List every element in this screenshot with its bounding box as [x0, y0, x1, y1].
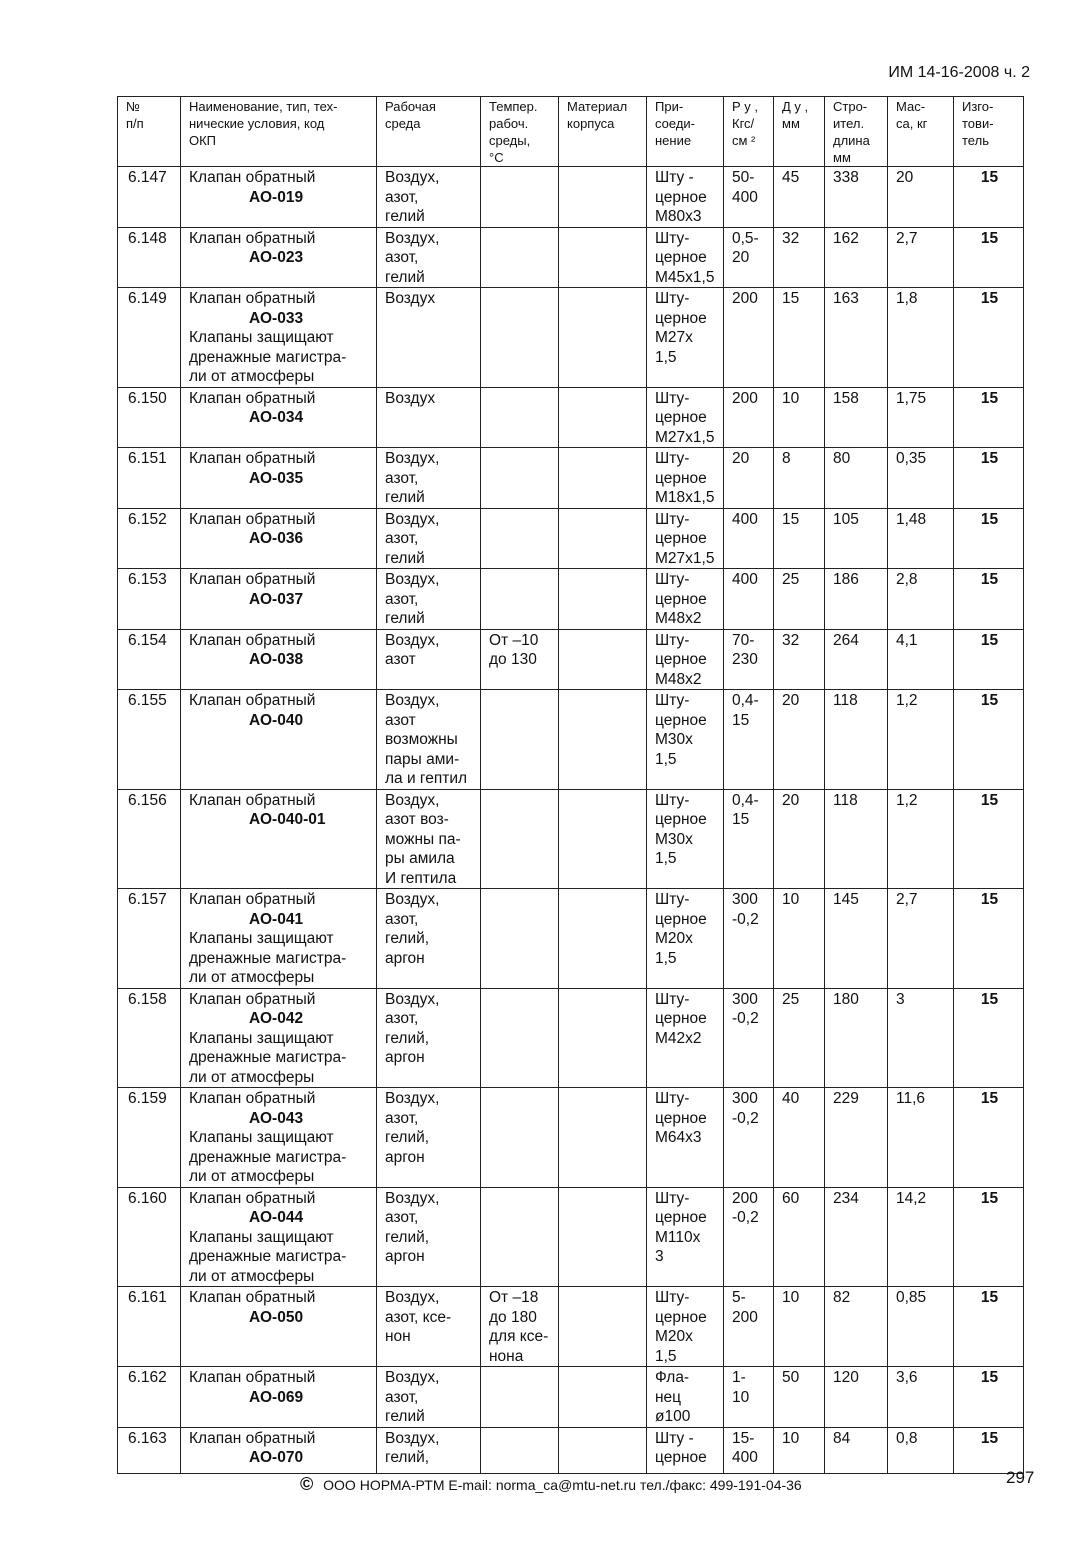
valve-type: АО-040 [249, 711, 304, 729]
mass: 3 [888, 988, 954, 1088]
row-number: 6.151 [118, 448, 181, 509]
construction-length: 264 [825, 629, 888, 690]
body-material [559, 227, 647, 288]
nominal-pressure: 50- 400 [724, 167, 774, 228]
connection-type: Шту- церное М45х1,5 [647, 227, 724, 288]
document-reference: ИМ 14-16-2008 ч. 2 [888, 64, 1030, 81]
valve-name: Клапан обратный [189, 389, 316, 407]
nominal-diameter: 32 [774, 629, 825, 690]
valve-type: АО-037 [249, 590, 304, 608]
manufacturer: 15 [954, 167, 1024, 228]
nominal-diameter: 15 [774, 508, 825, 569]
table-row [118, 789, 1024, 889]
valve-name: Клапан обратный [189, 169, 316, 186]
nominal-diameter: 10 [774, 889, 825, 989]
body-material [559, 1367, 647, 1428]
row-number: 6.154 [118, 629, 181, 690]
row-number: 6.161 [118, 1287, 181, 1367]
working-medium: Воздух, азот, ксе- нон [377, 1287, 481, 1367]
medium-temperature [481, 1427, 559, 1473]
row-number: 6.156 [118, 789, 181, 889]
connection-type: Шту- церное М18х1,5 [647, 448, 724, 509]
body-material [559, 387, 647, 448]
construction-length: 120 [825, 1367, 888, 1428]
medium-temperature: От –18 до 180 для ксе- нона [481, 1287, 559, 1367]
nominal-pressure: 400 [724, 508, 774, 569]
body-material [559, 690, 647, 790]
valve-name-cell [181, 1088, 377, 1188]
row-number: 6.160 [118, 1187, 181, 1287]
mass: 14,2 [888, 1187, 954, 1287]
mass: 3,6 [888, 1367, 954, 1428]
nominal-pressure: 200 [724, 387, 774, 448]
medium-temperature [481, 1088, 559, 1188]
column-header: Д у , мм [774, 97, 825, 167]
valve-name: Клапан обратный [189, 692, 316, 709]
mass: 0,8 [888, 1427, 954, 1473]
manufacturer: 15 [954, 227, 1024, 288]
valve-type: АО-040-01 [249, 811, 326, 828]
mass: 1,48 [888, 508, 954, 569]
manufacturer: 15 [954, 1287, 1024, 1367]
valve-type: АО-070 [249, 1449, 304, 1466]
construction-length: 118 [825, 789, 888, 889]
nominal-pressure: 300 -0,2 [724, 988, 774, 1088]
working-medium: Воздух, азот возможны пары ами- ла и гептил [377, 690, 481, 790]
body-material [559, 508, 647, 569]
row-number: 6.153 [118, 569, 181, 630]
body-material [559, 448, 647, 509]
connection-type: Шту- церное М27х 1,5 [647, 288, 724, 388]
valve-name-cell [181, 508, 377, 569]
mass: 11,6 [888, 1088, 954, 1188]
construction-length: 118 [825, 690, 888, 790]
manufacturer: 15 [954, 789, 1024, 889]
table-row [118, 629, 1024, 690]
nominal-pressure: 400 [724, 569, 774, 630]
working-medium: Воздух, азот, гелий [377, 227, 481, 288]
row-number: 6.162 [118, 1367, 181, 1428]
nominal-pressure: 20 [724, 448, 774, 509]
table-row [118, 1088, 1024, 1188]
row-number: 6.158 [118, 988, 181, 1088]
connection-type: Шту- церное М64х3 [647, 1088, 724, 1188]
nominal-diameter: 10 [774, 1287, 825, 1367]
body-material [559, 1287, 647, 1367]
nominal-diameter: 40 [774, 1088, 825, 1188]
valve-note: Клапаны защищают дренажные магистра- ли от атмосферы [189, 329, 347, 385]
valve-type: АО-069 [249, 1388, 304, 1406]
nominal-pressure: 0,4- 15 [724, 690, 774, 790]
manufacturer: 15 [954, 448, 1024, 509]
valve-type: АО-043 [249, 1109, 304, 1127]
table-row [118, 508, 1024, 569]
medium-temperature [481, 227, 559, 288]
nominal-diameter: 60 [774, 1187, 825, 1287]
manufacturer: 15 [954, 629, 1024, 690]
table-row [118, 1287, 1024, 1367]
mass: 4,1 [888, 629, 954, 690]
medium-temperature [481, 1187, 559, 1287]
connection-type: Шту- церное М48х2 [647, 569, 724, 630]
footer-text: ООО НОРМА-РТМ E-mail: norma_ca@mtu-net.ru тел./факс: 499-191-04-36 [323, 1477, 802, 1493]
valve-name: Клапан обратный [189, 510, 316, 528]
nominal-diameter: 25 [774, 569, 825, 630]
copyright-symbol: © [300, 1474, 314, 1494]
column-header: При- соеди- нение [647, 97, 724, 167]
valve-type: АО-034 [249, 409, 304, 426]
construction-length: 338 [825, 167, 888, 228]
nominal-diameter: 20 [774, 789, 825, 889]
body-material [559, 1427, 647, 1473]
valve-type: АО-033 [249, 309, 304, 327]
mass: 0,85 [888, 1287, 954, 1367]
mass: 20 [888, 167, 954, 228]
column-header: № п/п [118, 97, 181, 167]
mass: 1,75 [888, 387, 954, 448]
row-number: 6.163 [118, 1427, 181, 1473]
footer-contacts [300, 1474, 802, 1495]
valve-name-cell [181, 227, 377, 288]
table-row [118, 690, 1024, 790]
table-row [118, 569, 1024, 630]
construction-length: 84 [825, 1427, 888, 1473]
valve-name-cell [181, 789, 377, 889]
valve-note: Клапаны защищают дренажные магистра- ли от атмосферы [189, 1029, 347, 1086]
valve-name: Клапан обратный [189, 791, 316, 809]
nominal-diameter: 10 [774, 387, 825, 448]
valve-type: АО-042 [249, 1010, 304, 1027]
nominal-diameter: 8 [774, 448, 825, 509]
valve-name: Клапан обратный [189, 891, 316, 908]
connection-type: Шту- церное М110х 3 [647, 1187, 724, 1287]
connection-type: Шту- церное М20х 1,5 [647, 889, 724, 989]
valve-name: Клапан обратный [189, 1189, 316, 1207]
working-medium: Воздух, азот воз- можны па- ры амила И гептила [377, 789, 481, 889]
nominal-pressure: 70- 230 [724, 629, 774, 690]
page-number: 297 [1006, 1468, 1035, 1487]
valve-name: Клапан обратный [189, 1429, 316, 1447]
valve-name: Клапан обратный [189, 1289, 316, 1306]
working-medium: Воздух, азот [377, 629, 481, 690]
construction-length: 234 [825, 1187, 888, 1287]
construction-length: 180 [825, 988, 888, 1088]
construction-length: 82 [825, 1287, 888, 1367]
construction-length: 145 [825, 889, 888, 989]
connection-type: Шту- церное М42х2 [647, 988, 724, 1088]
valve-note: Клапаны защищают дренажные магистра- ли от атмосферы [189, 1129, 347, 1185]
table-row [118, 448, 1024, 509]
manufacturer: 15 [954, 889, 1024, 989]
column-header: Изго- тови- тель [954, 97, 1024, 167]
valve-note: Клапаны защищают дренажные магистра- ли от атмосферы [189, 1228, 347, 1285]
connection-type: Шту- церное М48х2 [647, 629, 724, 690]
valve-type: АО-019 [249, 188, 304, 206]
nominal-pressure: 1- 10 [724, 1367, 774, 1428]
nominal-pressure: 0,5- 20 [724, 227, 774, 288]
row-number: 6.150 [118, 387, 181, 448]
mass: 2,7 [888, 889, 954, 989]
medium-temperature [481, 288, 559, 388]
valve-name: Клапан обратный [189, 571, 316, 588]
body-material [559, 789, 647, 889]
nominal-diameter: 45 [774, 167, 825, 228]
nominal-diameter: 50 [774, 1367, 825, 1428]
medium-temperature [481, 569, 559, 630]
construction-length: 229 [825, 1088, 888, 1188]
medium-temperature [481, 789, 559, 889]
construction-length: 105 [825, 508, 888, 569]
mass: 1,2 [888, 789, 954, 889]
nominal-pressure: 300 -0,2 [724, 889, 774, 989]
working-medium: Воздух, азот, гелий, аргон [377, 1088, 481, 1188]
valve-name: Клапан обратный [189, 1090, 316, 1107]
valve-name: Клапан обратный [189, 450, 316, 467]
row-number: 6.149 [118, 288, 181, 388]
working-medium: Воздух, азот, гелий [377, 508, 481, 569]
column-header: Рабочая среда [377, 97, 481, 167]
medium-temperature [481, 167, 559, 228]
working-medium: Воздух, азот, гелий [377, 569, 481, 630]
construction-length: 158 [825, 387, 888, 448]
valve-name-cell [181, 167, 377, 228]
valve-name-cell [181, 690, 377, 790]
medium-temperature [481, 988, 559, 1088]
manufacturer: 15 [954, 508, 1024, 569]
column-header: Материал корпуса [559, 97, 647, 167]
valve-type: АО-050 [249, 1308, 304, 1326]
valve-name-cell [181, 569, 377, 630]
table-row [118, 889, 1024, 989]
column-header: Наименование, тип, тех- нические условия, код ОКП [181, 97, 377, 167]
table-row [118, 167, 1024, 228]
working-medium: Воздух, азот, гелий [377, 1367, 481, 1428]
nominal-pressure: 5- 200 [724, 1287, 774, 1367]
manufacturer: 15 [954, 387, 1024, 448]
connection-type: Шту- церное М30х 1,5 [647, 789, 724, 889]
nominal-diameter: 20 [774, 690, 825, 790]
working-medium: Воздух, азот, гелий [377, 167, 481, 228]
manufacturer: 15 [954, 690, 1024, 790]
manufacturer: 15 [954, 988, 1024, 1088]
mass: 1,2 [888, 690, 954, 790]
valve-name: Клапан обратный [189, 631, 316, 649]
valve-name-cell [181, 1367, 377, 1428]
valve-type: АО-035 [249, 469, 304, 487]
nominal-diameter: 15 [774, 288, 825, 388]
body-material [559, 889, 647, 989]
mass: 1,8 [888, 288, 954, 388]
body-material [559, 167, 647, 228]
connection-type: Шту- церное М27х1,5 [647, 387, 724, 448]
connection-type: Шту- церное М30х 1,5 [647, 690, 724, 790]
valve-name: Клапан обратный [189, 229, 316, 247]
manufacturer: 15 [954, 1088, 1024, 1188]
valve-name-cell [181, 1427, 377, 1473]
table-row [118, 288, 1024, 388]
table-row [118, 988, 1024, 1088]
medium-temperature [481, 889, 559, 989]
working-medium: Воздух, азот, гелий, аргон [377, 1187, 481, 1287]
body-material [559, 569, 647, 630]
nominal-pressure: 0,4- 15 [724, 789, 774, 889]
connection-type: Шту- церное М20х 1,5 [647, 1287, 724, 1367]
nominal-pressure: 200 [724, 288, 774, 388]
row-number: 6.157 [118, 889, 181, 989]
body-material [559, 629, 647, 690]
valve-type: АО-023 [249, 249, 304, 266]
construction-length: 162 [825, 227, 888, 288]
column-header: Р у , Кгс/ см ² [724, 97, 774, 167]
column-header: Стро- ител. длина мм [825, 97, 888, 167]
medium-temperature [481, 448, 559, 509]
nominal-diameter: 32 [774, 227, 825, 288]
body-material [559, 988, 647, 1088]
construction-length: 186 [825, 569, 888, 630]
working-medium: Воздух [377, 387, 481, 448]
table-row [118, 387, 1024, 448]
valve-type: АО-038 [249, 651, 304, 668]
body-material [559, 1088, 647, 1188]
valve-name-cell [181, 889, 377, 989]
valve-name-cell [181, 629, 377, 690]
valve-type: АО-044 [249, 1209, 304, 1226]
medium-temperature [481, 508, 559, 569]
valve-spec-table [117, 96, 1024, 1474]
manufacturer: 15 [954, 288, 1024, 388]
column-header: Мас- са, кг [888, 97, 954, 167]
connection-type: Фла- нец ø100 [647, 1367, 724, 1428]
connection-type: Шту - церное [647, 1427, 724, 1473]
row-number: 6.152 [118, 508, 181, 569]
working-medium: Воздух [377, 288, 481, 388]
row-number: 6.148 [118, 227, 181, 288]
mass: 2,8 [888, 569, 954, 630]
row-number: 6.159 [118, 1088, 181, 1188]
valve-name-cell [181, 1187, 377, 1287]
valve-name-cell [181, 448, 377, 509]
column-header: Темпер. рабоч. среды, °С [481, 97, 559, 167]
nominal-pressure: 15- 400 [724, 1427, 774, 1473]
nominal-pressure: 200 -0,2 [724, 1187, 774, 1287]
connection-type: Шту - церное М80х3 [647, 167, 724, 228]
valve-type: АО-036 [249, 530, 304, 547]
connection-type: Шту- церное М27х1,5 [647, 508, 724, 569]
valve-name-cell [181, 988, 377, 1088]
construction-length: 80 [825, 448, 888, 509]
working-medium: Воздух, азот, гелий, аргон [377, 988, 481, 1088]
table-row [118, 227, 1024, 288]
valve-type: АО-041 [249, 910, 304, 928]
medium-temperature [481, 387, 559, 448]
valve-name: Клапан обратный [189, 1369, 316, 1386]
valve-name: Клапан обратный [189, 990, 316, 1008]
table-header-row [118, 97, 1024, 167]
body-material [559, 288, 647, 388]
mass: 2,7 [888, 227, 954, 288]
mass: 0,35 [888, 448, 954, 509]
medium-temperature [481, 1367, 559, 1428]
nominal-diameter: 10 [774, 1427, 825, 1473]
working-medium: Воздух, азот, гелий, аргон [377, 889, 481, 989]
manufacturer: 15 [954, 569, 1024, 630]
valve-name: Клапан обратный [189, 290, 316, 307]
row-number: 6.147 [118, 167, 181, 228]
manufacturer: 15 [954, 1427, 1024, 1473]
valve-note: Клапаны защищают дренажные магистра- ли от атмосферы [189, 930, 347, 986]
working-medium: Воздух, азот, гелий [377, 448, 481, 509]
medium-temperature: От –10 до 130 [481, 629, 559, 690]
valve-name-cell [181, 1287, 377, 1367]
body-material [559, 1187, 647, 1287]
table-row [118, 1367, 1024, 1428]
medium-temperature [481, 690, 559, 790]
manufacturer: 15 [954, 1367, 1024, 1428]
table-row [118, 1187, 1024, 1287]
manufacturer: 15 [954, 1187, 1024, 1287]
table-row [118, 1427, 1024, 1473]
nominal-diameter: 25 [774, 988, 825, 1088]
construction-length: 163 [825, 288, 888, 388]
valve-name-cell [181, 288, 377, 388]
working-medium: Воздух, гелий, [377, 1427, 481, 1473]
row-number: 6.155 [118, 690, 181, 790]
nominal-pressure: 300 -0,2 [724, 1088, 774, 1188]
valve-name-cell [181, 387, 377, 448]
